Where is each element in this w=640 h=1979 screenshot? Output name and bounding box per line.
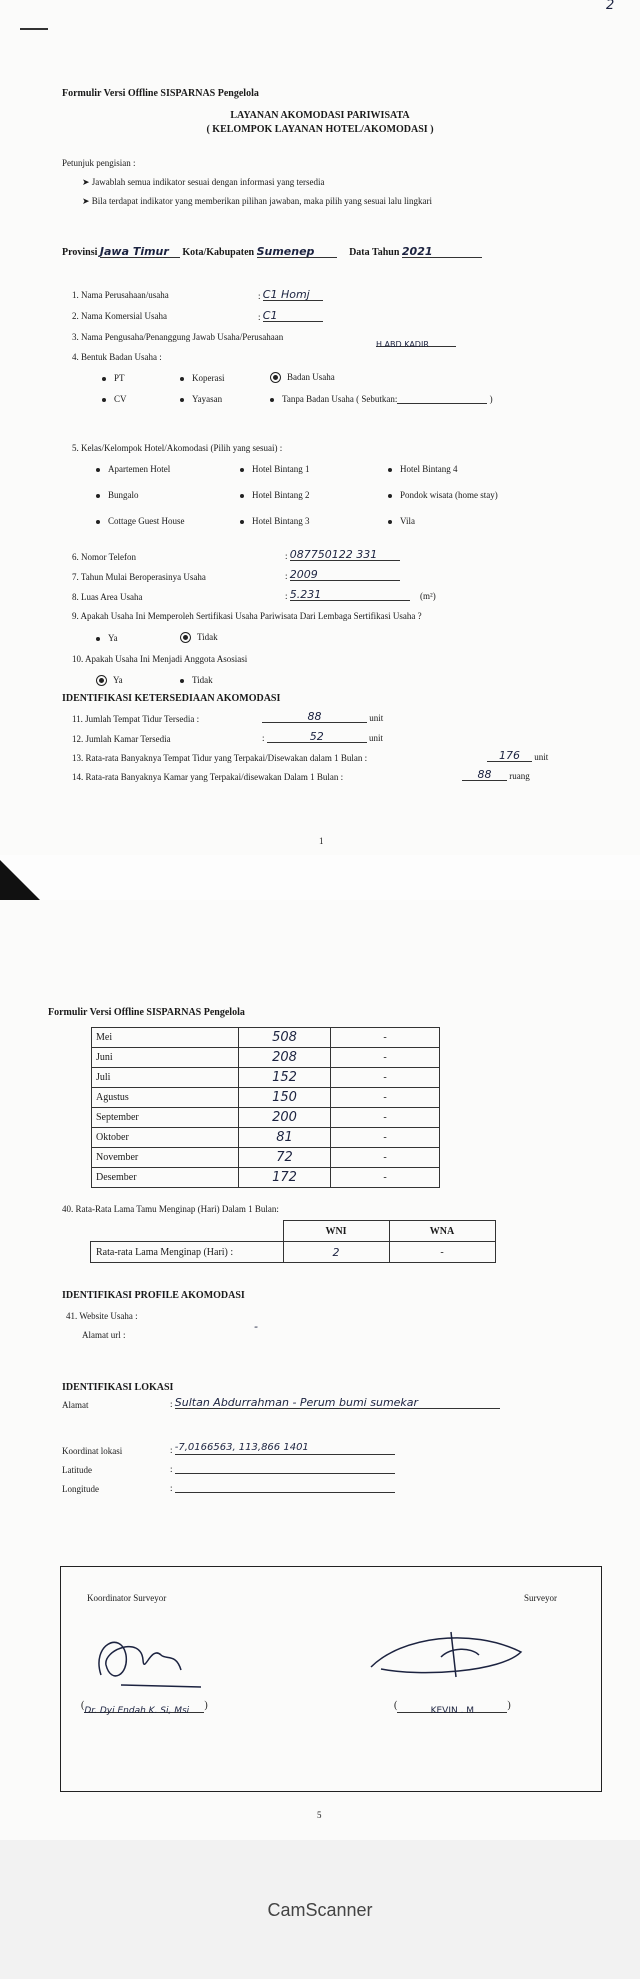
q5-opt: Apartemen Hotel — [108, 464, 171, 474]
q7-value: 2009 — [289, 568, 318, 581]
surveyor-signature-icon — [361, 1617, 541, 1692]
month-value-cell: 200 — [239, 1108, 331, 1128]
q14-value: 88 — [477, 768, 492, 781]
month-other-cell: - — [331, 1128, 440, 1148]
q4-opt-koperasi: Koperasi — [192, 373, 225, 383]
q5-label: 5. Kelas/Kelompok Hotel/Akomodasi (Pilih yang sesuai) : — [72, 443, 283, 453]
q14-label: 14. Rata-rata Banyaknya Kamar yang Terpakai/disewakan Dalam 1 Bulan : — [72, 772, 344, 782]
q2-label: 2. Nama Komersial Usaha — [72, 311, 167, 321]
q11-label: 11. Jumlah Tempat Tidur Tersedia : — [72, 714, 200, 724]
q7-label: 7. Tahun Mulai Beroperasinya Usaha — [72, 572, 206, 582]
radio-selected-icon — [270, 372, 281, 383]
month-other-cell: - — [331, 1088, 440, 1108]
koordinator-name: Dr. Dyi Endah K. Si, Msi — [84, 1706, 190, 1716]
section-lokasi: IDENTIFIKASI LOKASI — [62, 1382, 174, 1393]
month-row — [92, 1028, 440, 1048]
alamat-label: Alamat — [62, 1400, 89, 1410]
koordinat-label: Koordinat lokasi — [62, 1446, 123, 1456]
surveyor-label: Surveyor — [524, 1593, 557, 1603]
q8-value: 5.231 — [289, 588, 322, 601]
monthly-table — [91, 1027, 440, 1188]
radio-selected-icon — [96, 675, 107, 686]
latitude-label: Latitude — [62, 1465, 92, 1475]
q11-value: 88 — [307, 710, 322, 723]
month-cell: September — [92, 1108, 239, 1128]
corner-mark: 2 — [606, 0, 615, 13]
q4-opt-yayasan: Yayasan — [192, 394, 223, 404]
q9-opt-tidak: Tidak — [197, 632, 218, 642]
month-cell: Juli — [92, 1068, 239, 1088]
month-row — [92, 1068, 440, 1088]
q4-opt-badan: Badan Usaha — [287, 372, 335, 382]
q5-opt: Bungalo — [108, 490, 139, 500]
month-cell: November — [92, 1148, 239, 1168]
q8-label: 8. Luas Area Usaha — [72, 592, 143, 602]
q5-opt: Pondok wisata (home stay) — [400, 490, 498, 500]
q41-label: 41. Website Usaha : — [66, 1311, 138, 1321]
q10-opt-ya: Ya — [113, 675, 123, 685]
q6-value: 087750122 331 — [289, 548, 378, 561]
alamat-url-value: - — [254, 1320, 258, 1333]
q10-label: 10. Apakah Usaha Ini Menjadi Anggota Asosiasi — [72, 654, 248, 664]
q4-label: 4. Bentuk Badan Usaha : — [72, 352, 162, 362]
page-mark: 1 — [319, 836, 324, 846]
stay-wni-value: 2 — [283, 1242, 389, 1263]
q3-label: 3. Nama Pengusaha/Penanggung Jawab Usaha/Perusahaan — [72, 332, 284, 342]
alamat-url-label: Alamat url : — [82, 1330, 126, 1340]
q13-value: 176 — [499, 749, 520, 762]
month-value-cell: 72 — [239, 1148, 331, 1168]
q12-value: 52 — [309, 730, 324, 743]
q40-label: 40. Rata-Rata Lama Tamu Menginap (Hari) Dalam 1 Bulan: — [62, 1204, 279, 1214]
q5-opt: Vila — [400, 516, 415, 526]
radio-selected-icon — [180, 632, 191, 643]
q1-value: C1 Homj — [262, 288, 310, 301]
q4-opt-cv: CV — [114, 394, 127, 404]
scan-mark — [20, 28, 48, 30]
q5-opt: Hotel Bintang 1 — [252, 464, 310, 474]
month-cell: Desember — [92, 1168, 239, 1188]
month-cell: Juni — [92, 1048, 239, 1068]
heading-2: ( KELOMPOK LAYANAN HOTEL/AKOMODASI ) — [206, 124, 434, 135]
month-other-cell: - — [331, 1168, 440, 1188]
month-row — [92, 1048, 440, 1068]
koordinat-value: -7,0166563, 113,866 1401 — [174, 1442, 309, 1453]
stay-wna-value: - — [389, 1242, 495, 1263]
month-value-cell: 208 — [239, 1048, 331, 1068]
q1-label: 1. Nama Perusahaan/usaha — [72, 290, 169, 300]
stay-head-wni: WNI — [283, 1221, 389, 1242]
kota-value: Sumenep — [256, 245, 315, 258]
month-other-cell: - — [331, 1048, 440, 1068]
stay-row-label: Rata-rata Lama Menginap (Hari) : — [91, 1242, 284, 1263]
section-ketersediaan: IDENTIFIKASI KETERSEDIAAN AKOMODASI — [62, 693, 281, 704]
q12-label: 12. Jumlah Kamar Tersedia — [72, 734, 171, 744]
month-other-cell: - — [331, 1108, 440, 1128]
q5-opt: Hotel Bintang 2 — [252, 490, 310, 500]
month-row — [92, 1128, 440, 1148]
q4-opt-pt: PT — [114, 373, 125, 383]
month-value-cell: 172 — [239, 1168, 331, 1188]
month-value-cell: 508 — [239, 1028, 331, 1048]
section-profile: IDENTIFIKASI PROFILE AKOMODASI — [62, 1290, 245, 1301]
alamat-value: Sultan Abdurrahman - Perum bumi sumekar — [174, 1396, 419, 1409]
q5-opt: Hotel Bintang 4 — [400, 464, 458, 474]
month-row — [92, 1108, 440, 1128]
q11-unit: unit — [369, 713, 384, 723]
q5-opt: Hotel Bintang 3 — [252, 516, 310, 526]
provinsi-value: Jawa Timur — [99, 245, 169, 258]
q4-opt-tanpa: Tanpa Badan Usaha ( Sebutkan: — [282, 394, 398, 404]
month-other-cell: - — [331, 1148, 440, 1168]
month-value-cell: 81 — [239, 1128, 331, 1148]
longitude-label: Longitude — [62, 1484, 99, 1494]
q3-value: H ABD KADIR — [376, 340, 429, 349]
month-value-cell: 152 — [239, 1068, 331, 1088]
month-row — [92, 1168, 440, 1188]
q9-opt-ya: Ya — [108, 633, 118, 643]
tahun-value: 2021 — [401, 245, 433, 258]
month-row — [92, 1088, 440, 1108]
month-value-cell: 150 — [239, 1088, 331, 1108]
page-gap — [0, 855, 640, 900]
instruction-2: ➤ Bila terdapat indikator yang memberikan pilihan jawaban, maka pilih yang sesuai lalu lingkari — [82, 196, 432, 206]
form-title: Formulir Versi Offline SISPARNAS Pengelola — [62, 88, 259, 99]
koordinator-label: Koordinator Surveyor — [87, 1593, 167, 1603]
month-other-cell: - — [331, 1028, 440, 1048]
q8-unit: (m²) — [420, 591, 436, 601]
koordinator-signature-icon — [81, 1625, 231, 1695]
camscanner-label: CamScanner — [267, 1900, 373, 1920]
stay-table — [90, 1220, 496, 1263]
month-row — [92, 1148, 440, 1168]
month-cell: Agustus — [92, 1088, 239, 1108]
month-other-cell: - — [331, 1068, 440, 1088]
stay-head-wna: WNA — [389, 1221, 495, 1242]
q5-opt: Cottage Guest House — [108, 516, 185, 526]
form-title: Formulir Versi Offline SISPARNAS Pengelola — [48, 1007, 245, 1018]
q13-unit: unit — [534, 752, 549, 762]
provinsi-row: Provinsi Jawa Timur Kota/Kabupaten Sumenep Data Tahun 2021 — [62, 245, 482, 258]
document-page-1: 2 Formulir Versi Offline SISPARNAS Pengelola LAYANAN AKOMODASI PARIWISATA ( KELOMPOK LAYANAN HOTEL/AKOMODASI ) Petunjuk pengisian : ➤ Jawablah semua indikator sesuai dengan informasi yang tersedia ➤ Bila terdapat indikator yang memberikan pilihan jawaban, maka pilih yang sesuai lalu lingkari Provinsi Jawa Timur Kota/Kabupaten Sumenep Data Tahun 2021 1. Nama Perusahaan/usaha : C1 Homj 2. Nama Komersial Usaha : C1 3. Nama Pengusaha/Penanggung Jawab Usaha/Perusahaan H ABD KADIR 4. Bentuk Badan Usaha : PT Koperasi Badan Usaha CV Yayasan Tanpa Badan Usaha ( Sebutkan: ) 5. Kelas/Kelompok Hotel/Akomodasi (Pilih yang sesuai) : Apartemen Hotel Hotel Bintang 1 Hotel Bintang 4 Bungalo Hotel Bintang 2 Pondok wisata (home stay) Cottage Guest House Hotel Bintang 3 Vila 6. Nomor Telefon : 087750122 331 7. Tahun Mulai Beroperasinya Usaha : 2009 8. Luas Area Usaha : 5.231 (m²) 9. Apakah Usaha Ini Memperoleh Sertifikasi Usaha Pariwisata Dari Lembaga Sertifikasi Usaha ? Ya Tidak 10. Apakah Usaha Ini Menjadi Anggota Asosiasi Ya Tidak IDENTIFIKASI KETERSEDIAAN AKOMODASI 11. Jumlah Tempat Tidur Tersedia : 88 unit 12. Jumlah Kamar Tersedia : 52 unit 13. Rata-rata Banyaknya Tempat Tidur yang Terpakai/Disewakan dalam 1 Bulan : 176 unit 14. Rata-rata Banyaknya Kamar yang Terpakai/disewakan Dalam 1 Bulan : 88 ruang 1 — [0, 0, 640, 855]
surveyor-name: KEVIN . M — [430, 1706, 475, 1716]
q12-unit: unit — [369, 733, 384, 743]
signature-box: Koordinator Surveyor Surveyor (Dr. Dyi Endah K. Si, Msi ) ( KEVIN . M ) — [60, 1566, 602, 1792]
q2-value: C1 — [262, 309, 278, 322]
q9-label: 9. Apakah Usaha Ini Memperoleh Sertifikasi Usaha Pariwisata Dari Lembaga Sertifikasi Usaha ? — [72, 611, 422, 621]
q6-label: 6. Nomor Telefon — [72, 552, 136, 562]
page-number: 5 — [317, 1810, 322, 1820]
month-cell: Oktober — [92, 1128, 239, 1148]
heading-1: LAYANAN AKOMODASI PARIWISATA — [230, 110, 410, 121]
q14-unit: ruang — [509, 771, 530, 781]
q13-label: 13. Rata-rata Banyaknya Tempat Tidur yang Terpakai/Disewakan dalam 1 Bulan : — [72, 753, 368, 763]
instructions-title: Petunjuk pengisian : — [62, 158, 136, 168]
q10-opt-tidak: Tidak — [192, 675, 213, 685]
month-cell: Mei — [92, 1028, 239, 1048]
instruction-1: ➤ Jawablah semua indikator sesuai dengan informasi yang tersedia — [82, 177, 325, 187]
